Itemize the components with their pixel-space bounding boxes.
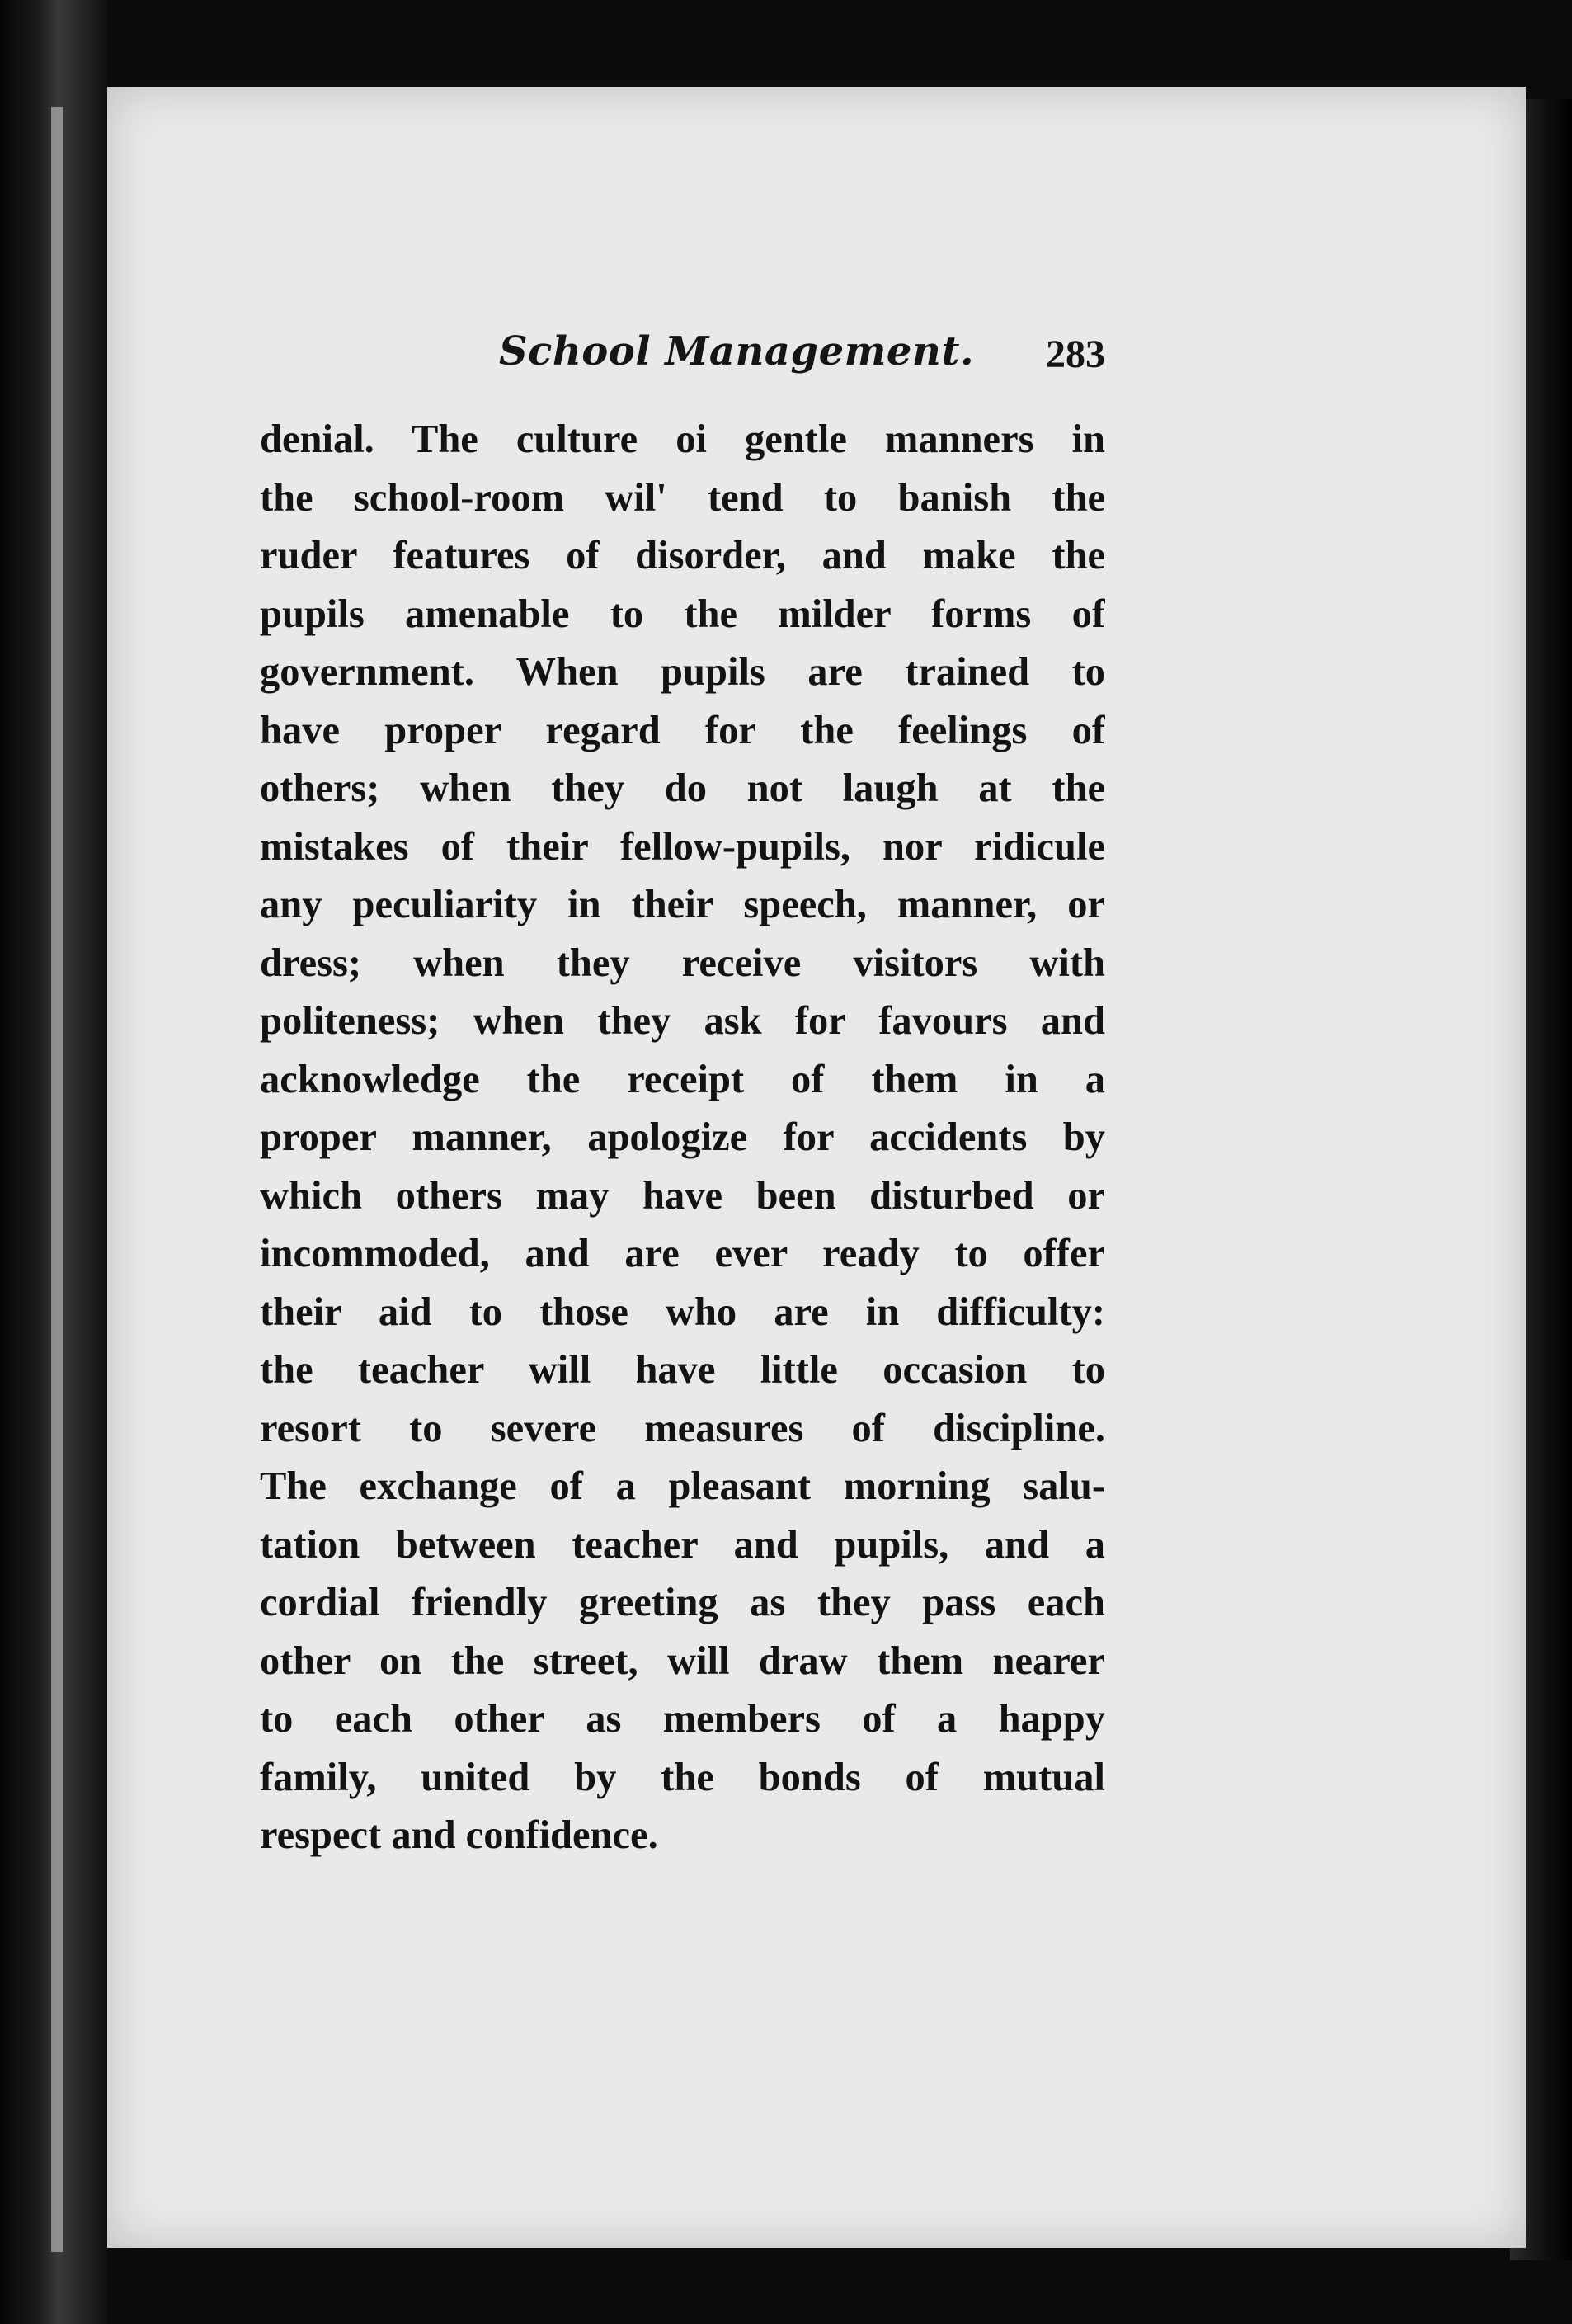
text-line: denial. The culture oi gentle manners in <box>260 417 1105 461</box>
text-line: ruder features of disorder, and make the <box>260 534 1105 577</box>
text-line: resort to severe measures of discipline. <box>260 1406 1105 1450</box>
text-line: any peculiarity in their speech, manner, or <box>260 883 1105 926</box>
text-line: which others may have been disturbed or <box>260 1173 1105 1218</box>
text-line: tation between teacher and pupils, and a <box>260 1522 1105 1567</box>
text-line: proper manner, apologize for accidents by <box>260 1115 1105 1159</box>
text-line: the school-room wil' tend to banish the <box>260 475 1105 520</box>
text-line: pupils amenable to the milder forms of <box>260 592 1105 636</box>
text-line: have proper regard for the feelings of <box>260 708 1105 752</box>
body-text <box>260 411 1105 1865</box>
text-line: their aid to those who are in difficulty: <box>260 1289 1105 1334</box>
text-line: politeness; when they ask for favours and <box>260 999 1105 1043</box>
text-line: government. When pupils are trained to <box>260 650 1105 694</box>
running-head-title: School Management. <box>499 328 975 375</box>
text-line: others; when they do not laugh at the <box>260 766 1105 810</box>
text-line: dress; when they receive visitors with <box>260 940 1105 985</box>
page-number: 283 <box>1046 332 1105 376</box>
text-line: to each other as members of a happy <box>260 1697 1105 1741</box>
text-line: family, united by the bonds of mutual <box>260 1755 1105 1799</box>
text-line: other on the street, will draw them nearer <box>260 1638 1105 1683</box>
text-line-last: respect and confidence. <box>260 1813 658 1857</box>
text-line: the teacher will have little occasion to <box>260 1348 1105 1392</box>
text-line: cordial friendly greeting as they pass each <box>260 1581 1105 1624</box>
running-head <box>276 328 1118 394</box>
text-line: mistakes of their fellow-pupils, nor ridicule <box>260 824 1105 869</box>
text-line: acknowledge the receipt of them in a <box>260 1057 1105 1101</box>
text-line: incommoded, and are ever ready to offer <box>260 1232 1105 1275</box>
text-line: The exchange of a pleasant morning salu- <box>260 1464 1105 1508</box>
binding-highlight <box>51 107 63 2252</box>
